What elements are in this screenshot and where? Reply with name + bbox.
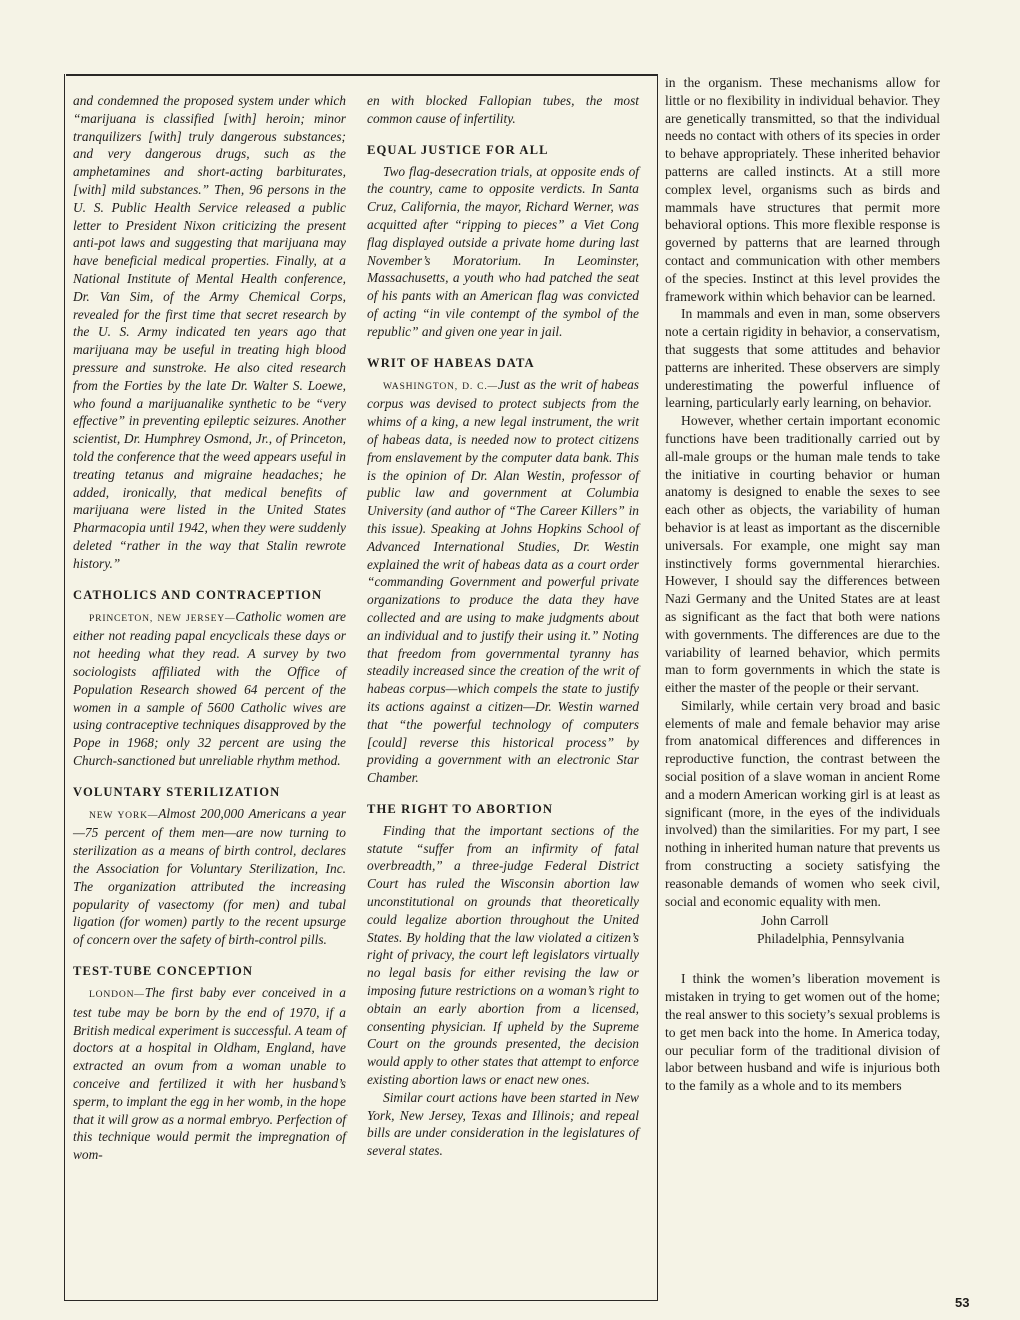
column-rule-right	[657, 74, 658, 1301]
section-heading: EQUAL JUSTICE FOR ALL	[367, 142, 549, 157]
column-1	[73, 92, 346, 1164]
news-item	[367, 376, 639, 787]
section-heading: WRIT OF HABEAS DATA	[367, 355, 535, 370]
news-body: Finding that the important sections of the statute “suffer from an infirmity of fatal overbreadth,” a three-judge Federal District Court has ruled the Wisconsin abortion law unconstitutional on grounds that theoretically could legalize abortion throughout the United States. By holding that the law violated a citizen’s right of privacy, the court left legislators virtually no legal basis for either revising the law or imposing future restrictions on a woman’s right to obtain an early abortion from a licensed, consenting physician. If upheld by the Supreme Court on the grounds presented, the decision would apply to other states that attempt to enforce existing abortion laws or enact new ones.	[367, 822, 639, 1088]
letter-paragraph: in the organism. These mechanisms allow for little or no flexibility in individual behavior. They are genetically transmitted, so that the individual needs no contact with others of its species in order to behave appropriately. These inherited behavior patterns are called instincts. At a still more complex level, organisms such as birds and mammals have structures that permit more behavioral options. This more flexible response is governed by patterns that are learned through contact and communication with other members of the species. Instinct at this level provides the framework within which behavior can be learned.	[665, 75, 940, 304]
dateline: PRINCETON, NEW JERSEY—	[89, 612, 236, 624]
letter-paragraph: Similarly, while certain very broad and basic elements of male and female behavior may arise from anatomical differences and differences in reproductive function, the contrast between the social position of a slave woman in ancient Rome and a modern American working girl is at least as significant (more, in the eyes of the individuals involved) than the similarities. For my part, I see nothing in inherited human nature that prevents us from constructing a society satisfying the reasonable demands of women who seek civil, social and economic equality with men.	[665, 697, 940, 909]
column-2	[367, 92, 639, 1160]
letter-paragraph: I think the women’s liberation movement is mistaken in trying to get women out of the home; the real answer to this society’s sexual problems is to get men back into the home. In America today, our peculiar form of the traditional division of labor between husband and wife is injurious both to the family as a whole and to its members	[665, 971, 940, 1094]
signature-place: Philadelphia, Pennsylvania	[757, 931, 905, 947]
section-heading: CATHOLICS AND CONTRACEPTION	[73, 587, 323, 602]
news-item	[73, 984, 346, 1164]
column-3	[665, 74, 940, 1095]
dateline: WASHINGTON, D. C.—	[383, 380, 498, 392]
lead-paragraph: en with blocked Fallopian tubes, the most common cause of infertility.	[367, 93, 639, 126]
section-heading: TEST-TUBE CONCEPTION	[73, 964, 254, 979]
section-heading: THE RIGHT TO ABORTION	[367, 801, 554, 816]
letter-paragraph: In mammals and even in man, some observers note a certain rigidity in behavior, a conservatism, that suggests that some attitudes and behavior patterns are inherited. These observers are simply underestimating the powerful influence of learning, particularly early learning, on behavior.	[665, 306, 940, 411]
news-body: Catholic women are either not reading papal encyclicals these days or not heeding what they read. A survey by two sociologists affiliated with the Office of Population Research showed 64 percent of the women in a sample of 5600 Catholic wives are using contraceptive techniques disapproved by the Pope in 1968; only 32 percent are using the Church-sanctioned but unreliable rhythm method.	[73, 608, 347, 768]
column-rule-left	[64, 74, 65, 1301]
letter-paragraph: However, whether certain important economic functions have been traditionally carried out by all-male groups or the human male tends to take the initiative in courting behavior or human anatomy is designed to enable the sexes to see each other as objects, the variability of human behavior is at least as important as the discernible universals. For example, one might say man instinctively forms governmental hierarchies. However, I should say the differences between Nazi Germany and the United States are at least as significant as the fact that both were nations with governments. The differences are due to the variability of learned behavior, which permits man to form governments in which the state is either the master of the people or their servant.	[665, 413, 940, 696]
column-rule-bottom	[64, 1300, 658, 1301]
dateline: LONDON—	[89, 989, 145, 1001]
news-item	[73, 608, 346, 770]
dateline: NEW YORK—	[89, 809, 159, 821]
news-body: Just as the writ of habeas corpus was devised to protect subjects from the whims of a king, a new legal instrument, the writ of habeas data, is needed now to protect citizens from enslavement by the computer data bank. This is the opinion of Dr. Alan Westin, professor of public law and government at Columbia University (and author of “The Career Killers” in this issue). Speaking at Johns Hopkins School of Advanced International Studies, Dr. Westin explained the writ of habeas data as a court order “commanding Government and powerful private organizations to produce the data they have collected and are using to make judgments about an individual and to justify their using it.” Noting that freedom from governmental tyranny has steadily increased since the creation of the writ of habeas corpus—which compels the state to justify its actions against a citizen—Dr. Westin warned that “the powerful technology of computers [could] reverse this historical process” by providing a government with an electronic Star Chamber.	[367, 376, 639, 786]
news-body: Similar court actions have been started in New York, New Jersey, Texas and Illinois; and repeal bills are under consideration in the legislatures of several states.	[367, 1089, 639, 1159]
lead-paragraph: and condemned the proposed system under which “marijuana is classified [with] heroin; minor tranquilizers [with] truly dangerous substances; and very dangerous drugs, such as the amphetamines and short-acting barbiturates, [with] mild substances.” Then, 96 persons in the U. S. Public Health Service released a public letter to President Nixon criticizing the present anti-pot laws and suggesting that marijuana may have beneficial medical properties. Finally, at a National Institute of Mental Health conference, Dr. Van Sim, of the Army Chemical Corps, revealed for the first time that secret research by the U. S. Army indicated ten years ago that marijuana may be useful in treating high blood pressure and sunstroke. He also cited research from the Forties by the late Dr. Walter S. Loewe, who found a marijuanalike synthetic to be “very effective” in preventing epileptic seizures. Another scientist, Dr. Humphrey Osmond, Jr., of Princeton, told the conference that the weed appears useful in treating tetanus and migraine headaches; he added, ironically, that medical benefits of marijuana were listed in the United States Pharmacopia until 1942, when they were suddenly deleted “rather in the way that Stalin rewrote history.”	[73, 93, 346, 571]
news-body: The first baby ever conceived in a test tube may be born by the end of 1970, if a British medical experiment is successful. A team of doctors at a hospital in Oldham, England, have extracted an ovum from a woman unable to conceive and fertilized it with her husband’s sperm, to implant the egg in her womb, in the hope that it will grow as a normal embryo. Perfection of this technique would permit the impregnation of wom-	[73, 985, 346, 1163]
news-body: Almost 200,000 Americans a year—75 percent of them men—are now turning to sterilization as a means of birth control, declares the Association for Voluntary Sterilization, Inc. The organization attributed the increasing popularity of vasectomy (for men) and tubal ligation (for women) partly to the recent upsurge of concern over the safety of birth-control pills.	[73, 805, 346, 948]
news-item	[73, 805, 346, 949]
news-body: Two flag-desecration trials, at opposite ends of the country, came to opposite verdicts. In Santa Cruz, California, the mayor, Richard Werner, was acquitted after “ripping to pieces” a Viet Cong flag displayed outside a private home during last November’s Moratorium. In Leominster, Massachusetts, a youth who had patched the seat of his pants with an American flag was convicted of acting “in vile contempt of the symbol of the republic” and given one year in jail.	[367, 163, 639, 339]
section-heading: VOLUNTARY STERILIZATION	[73, 784, 281, 799]
signature-name: John Carroll	[761, 913, 829, 929]
page-number: 53	[955, 1295, 970, 1310]
column-rule-top	[66, 74, 657, 76]
